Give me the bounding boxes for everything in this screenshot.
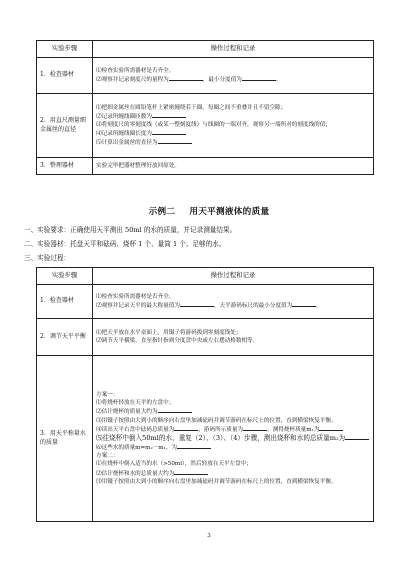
procedure-line: ⑴将烧杯轻放在天平的左盘中； [96,400,175,407]
procedure-line [96,407,370,416]
fill-blank [242,75,276,81]
procedure-cell [93,319,374,356]
fill-blank [345,434,369,440]
procedure-line: ⑴把天平放在水平桌面上，用镊子将游码拨到零刻度线处； [96,329,242,336]
procedure-line [96,301,370,310]
procedure-cell [93,58,374,94]
table-row [37,58,374,94]
procedure-cell [93,356,374,522]
example-label: 示例二 [148,207,176,217]
example-heading: 用天平测液体的质量 [189,207,270,217]
procedure-line: ⑴检查实验所需器材是否齐全。 [96,67,175,74]
experiment-materials: 二、实验器材：托盘天平和砝码、烧杯 1 个、量筒 1 个、足够的水。 [24,240,226,248]
procedure-line [96,469,370,478]
line-text: ⑵记录所缠线圈匝数为 [96,113,152,120]
line-text: ⑹这些水的质量m=m₂－m₁，为 [96,445,178,452]
line-text: 。 [275,77,282,83]
table-header-row [37,41,374,58]
line-text: ⑷读出天平右盘中砝码总质量为 [96,426,175,433]
procedure-cell: 实验完毕把器材整理好放回原处。 [93,158,374,175]
line-text: ，游码所示质量为 [198,426,244,433]
line-text: ，天平游码标尺的最小分度值为 [213,303,293,309]
table-row [37,319,374,356]
procedure-line [96,75,370,84]
line-text: ，测得烧杯质量m₁为 [267,426,320,433]
table-row [37,94,374,158]
procedure-line [96,425,370,434]
step-cell: 1．检查器材 [37,58,93,94]
procedure-line: ⑶将刻度尺的零刻度线（或某一整刻度线）与线圈的一端对齐，观察另一端所对的刻度线的值； [96,121,331,128]
scheme-heading: 方案一： [96,392,119,399]
step-cell: 2．用直尺测量细金属丝的直径 [37,94,93,158]
column-header-step: 实验步骤 [37,41,93,58]
line-text: ⑵估计烧杯的质量大约为 [96,409,158,416]
column-header-procedure: 操作过程和记录 [93,268,374,285]
step-cell: 1．检查器材 [37,285,93,319]
step-cell: 2．调节天平平衡 [37,319,93,356]
line-text: ⑵观察并记录天平的最大称量值为 [96,303,180,309]
fill-blank [292,301,316,307]
fill-blank [152,112,186,118]
fill-blank [169,75,203,81]
fill-blank [180,301,214,307]
fill-blank [174,425,198,431]
table-measure-wire [36,40,374,175]
procedure-line: ⑴把细金属丝在圆铅笔杆上紧密缠绕若干圈，每圈之间不重叠并且不留空隙； [96,104,287,111]
fill-blank [158,407,192,413]
procedure-line [96,434,370,444]
line-text: ⑸计算出金属丝的直径为 [96,140,158,147]
line-text: 。 [316,303,322,309]
line-text: ，最小分度值为 [202,77,242,83]
column-header-step: 实验步骤 [37,268,93,285]
line-text: ⑸往烧杯中倒入50ml的水，重复（2）、（3）、（4）步骤，测出烧杯和水的总质量m₂为 [96,433,346,442]
page-number: 3 [207,533,211,539]
fill-blank [319,425,343,431]
fill-blank [177,443,211,449]
procedure-line [96,129,370,138]
line-text: ⑵观察并记录刻度尺的量程为 [96,77,169,83]
procedure-line: ⑶用镊子按照由大到小的顺序向右盘里加减砝码并调节游码在标尺上的位置，直到横梁恢复平衡。 [96,478,337,485]
fill-blank [152,129,186,135]
table-row [37,158,374,175]
procedure-cell [93,285,374,319]
procedure-line [96,112,370,121]
procedure-line: ⑴在烧杯中倒入适当的水（>50ml），然后轻放在天平左盘中； [96,461,252,468]
experiment-requirement: 一、实验要求：正确使用天平测出 50ml 的水的质量，并记录测量结果。 [24,226,237,234]
procedure-line [96,443,370,452]
line-text: ⑵估计烧杯和水的总质量大约为 [96,470,175,477]
example-title [0,205,418,217]
table-weigh-liquid [36,267,374,522]
procedure-line: ⑵调节天平横梁，直至指针指到分度盘中央或左右摆动格数相等。 [96,338,259,344]
procedure-line [96,138,370,147]
table-row [37,356,374,522]
table-header-row [37,268,374,285]
procedure-cell [93,94,374,158]
fill-blank [243,425,267,431]
fill-blank [174,469,208,475]
step-cell: 3．整理器材 [37,158,93,175]
procedure-line: ⑴检查实验所需器材是否齐全。 [96,293,175,300]
table-row [37,285,374,319]
procedure-line: ⑶用镊子按照由大到小的顺序向右盘里加减砝码并调节游码在标尺上的位置，直到横梁恢复平衡。 [96,417,337,424]
fill-blank [158,138,192,144]
experiment-process-heading: 三、实验过程： [24,254,71,262]
step-cell: 3．用天平称量水的质量 [37,356,93,522]
column-header-procedure: 操作过程和记录 [93,41,374,58]
line-text: ⑷记录所缠线圈长度为 [96,131,152,138]
scheme-heading: 方案二： [96,453,119,460]
